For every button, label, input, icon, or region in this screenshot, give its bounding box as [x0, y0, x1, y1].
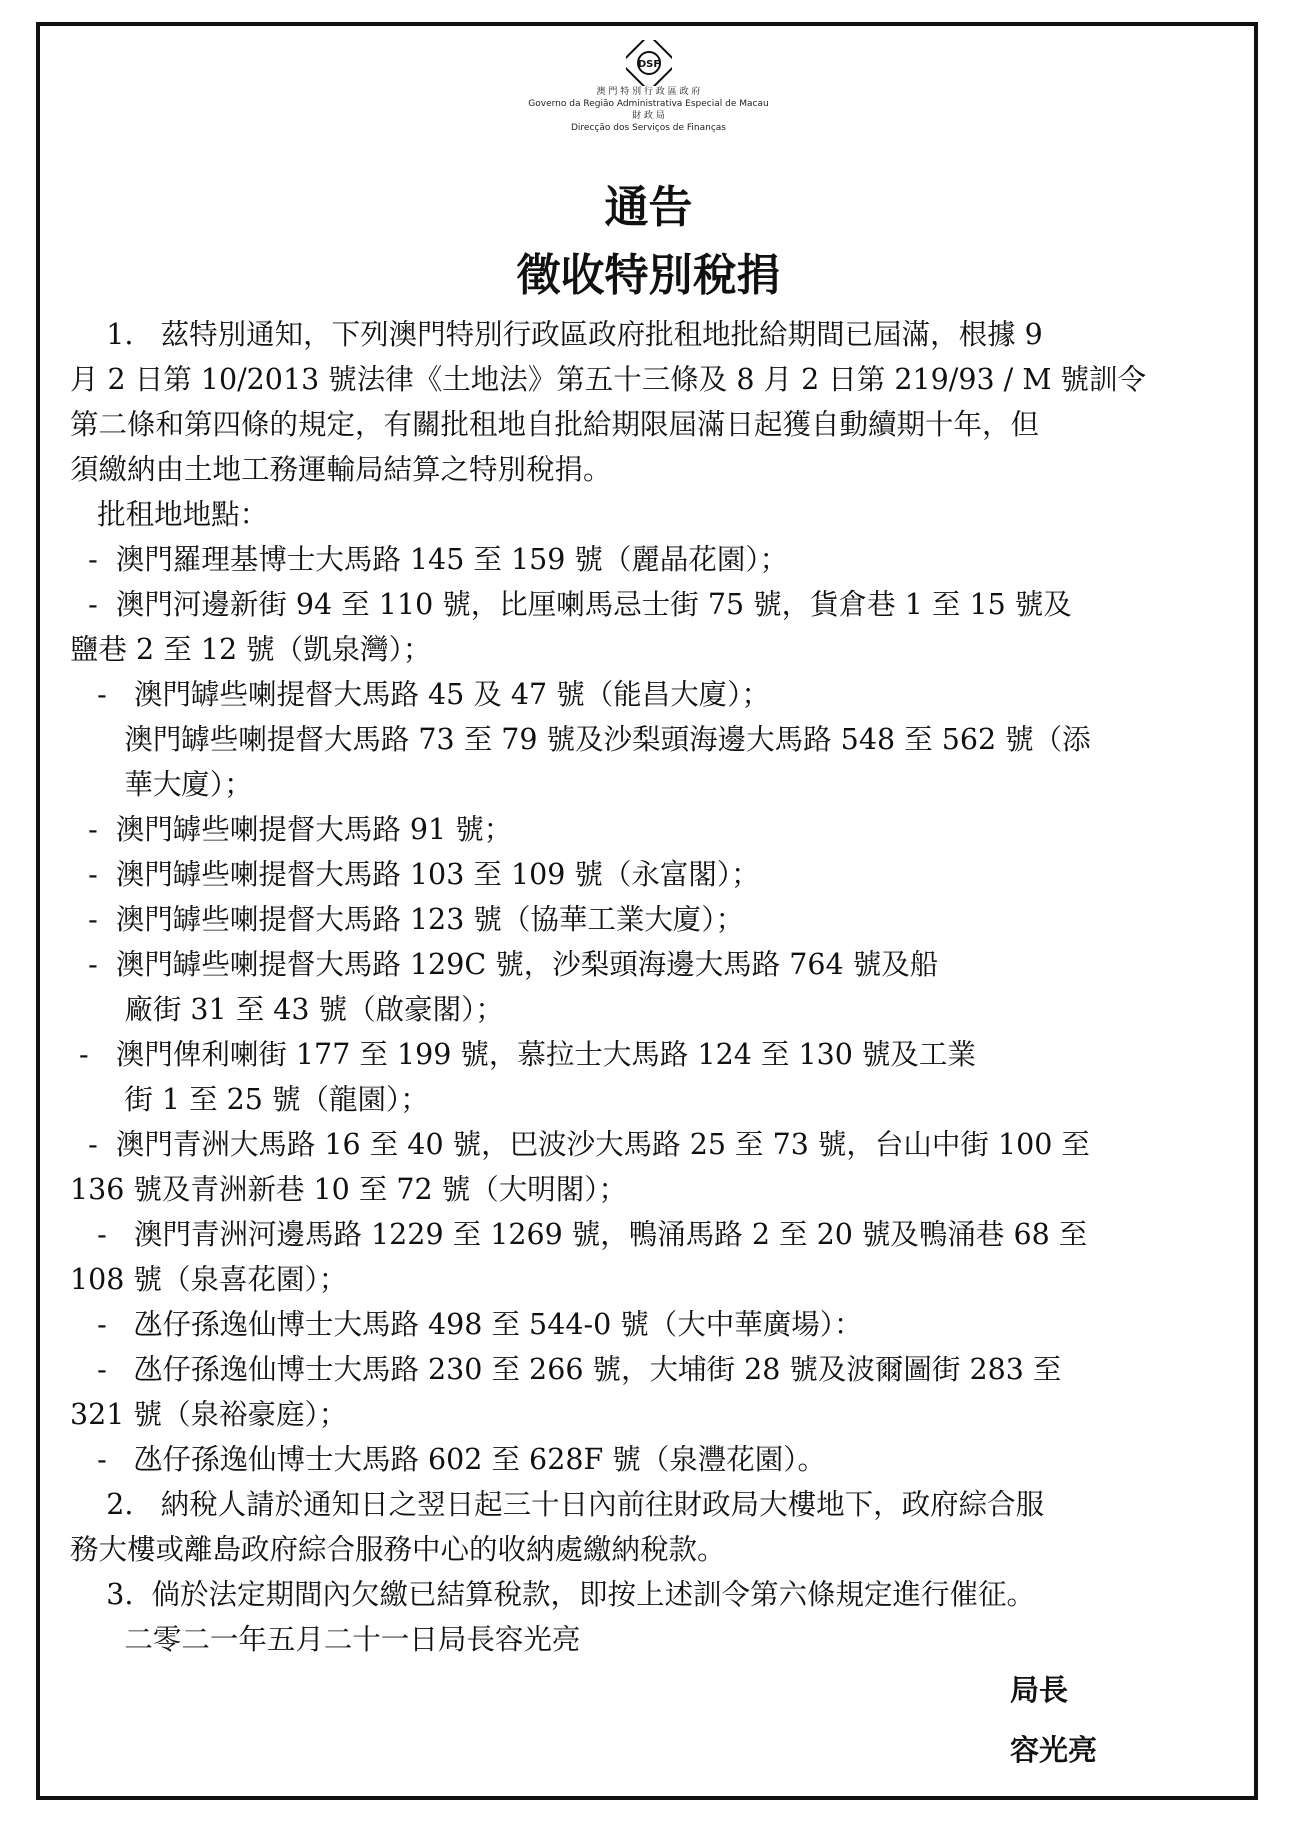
logo-line-dsf-pt: Direcção dos Serviços de Finanças — [570, 123, 726, 133]
body-line: - 澳門罅些喇提督大馬路 103 至 109 號（永富閣）； — [70, 858, 760, 891]
notice-body — [70, 312, 1230, 1662]
logo-mark: DSF — [637, 59, 660, 70]
body-line: 二零二一年五月二十一日局長容光亮 — [70, 1623, 581, 1656]
body-line: 第二條和第四條的規定，有關批租地自批給期限屆滿日起獲自動續期十年，但 — [70, 408, 1040, 441]
dsf-logo — [0, 40, 1297, 134]
body-line: - 澳門俾利喇街 177 至 199 號，慕拉士大馬路 124 至 130 號及工業 — [70, 1038, 976, 1071]
dsf-emblem-icon — [626, 40, 672, 86]
body-line: - 氹仔孫逸仙博士大馬路 498 至 544-0 號（大中華廣場）： — [70, 1308, 863, 1341]
body-line: - 澳門罅些喇提督大馬路 129C 號，沙梨頭海邊大馬路 764 號及船 — [70, 948, 939, 981]
body-line: 108 號（泉喜花園）； — [70, 1263, 348, 1296]
body-line: - 澳門河邊新街 94 至 110 號，比厘喇馬忌士街 75 號，貨倉巷 1 至 15 號及 — [70, 588, 1072, 621]
signature-title: 局長 — [1010, 1673, 1069, 1707]
body-line: 1. 茲特別通知，下列澳門特別行政區政府批租地批給期間已屆滿，根據 9 — [70, 318, 1043, 351]
body-line: 批租地地點： — [70, 498, 269, 531]
notice-title: 通告 — [604, 182, 693, 233]
body-line: 136 號及青洲新巷 10 至 72 號（大明閣）； — [70, 1173, 627, 1206]
notice-subtitle: 徵收特別稅捐 — [516, 250, 781, 301]
body-line: - 澳門羅理基博士大馬路 145 至 159 號（麗晶花園）； — [70, 543, 789, 576]
body-line: - 澳門罅些喇提督大馬路 45 及 47 號（能昌大廈）； — [70, 678, 771, 711]
body-line: 2. 納稅人請於通知日之翌日起三十日內前往財政局大樓地下，政府綜合服 — [70, 1488, 1045, 1521]
body-line: 鹽巷 2 至 12 號（凱泉灣）； — [70, 633, 432, 666]
body-line: - 澳門罅些喇提督大馬路 91 號； — [70, 813, 513, 846]
body-line: - 澳門青洲河邊馬路 1229 至 1269 號，鴨涌馬路 2 至 20 號及鴨涌巷 68 至 — [70, 1218, 1088, 1251]
body-line: 月 2 日第 10/2013 號法律《土地法》第五十三條及 8 月 2 日第 219/93 / M 號訓令 — [70, 363, 1147, 396]
body-line: 務大樓或離島政府綜合服務中心的收納處繳納稅款。 — [70, 1533, 726, 1566]
body-line: 廠街 31 至 43 號（啟豪閣）； — [70, 993, 504, 1026]
signature-name: 容光亮 — [1010, 1733, 1098, 1767]
body-line: 華大廈）； — [70, 768, 253, 801]
body-line: - 氹仔孫逸仙博士大馬路 230 至 266 號，大埔街 28 號及波爾圖街 283 至 — [70, 1353, 1062, 1386]
logo-line-government-pt: Governo da Região Administrativa Especial de Macau — [528, 99, 769, 109]
body-line: 須繳納由土地工務運輸局結算之特別稅捐。 — [70, 453, 612, 486]
body-line: 街 1 至 25 號（龍園）； — [70, 1083, 429, 1116]
body-line: - 氹仔孫逸仙博士大馬路 602 至 628F 號（泉灃花園）。 — [70, 1443, 827, 1476]
body-line: 澳門罅些喇提督大馬路 73 至 79 號及沙梨頭海邊大馬路 548 至 562 號（添 — [70, 723, 1091, 756]
body-line: 321 號（泉裕豪庭）； — [70, 1398, 348, 1431]
logo-line-government-zh: 澳 門 特 別 行 政 區 政 府 — [596, 87, 701, 97]
body-line: - 澳門罅些喇提督大馬路 123 號（協華工業大廈）； — [70, 903, 745, 936]
body-line: 3. 倘於法定期間內欠繳已結算稅款，即按上述訓令第六條規定進行催征。 — [70, 1578, 1036, 1611]
body-line: - 澳門青洲大馬路 16 至 40 號，巴波沙大馬路 25 至 73 號，台山中街 100 至 — [70, 1128, 1090, 1161]
logo-line-dsf-zh: 財 政 局 — [632, 111, 665, 121]
